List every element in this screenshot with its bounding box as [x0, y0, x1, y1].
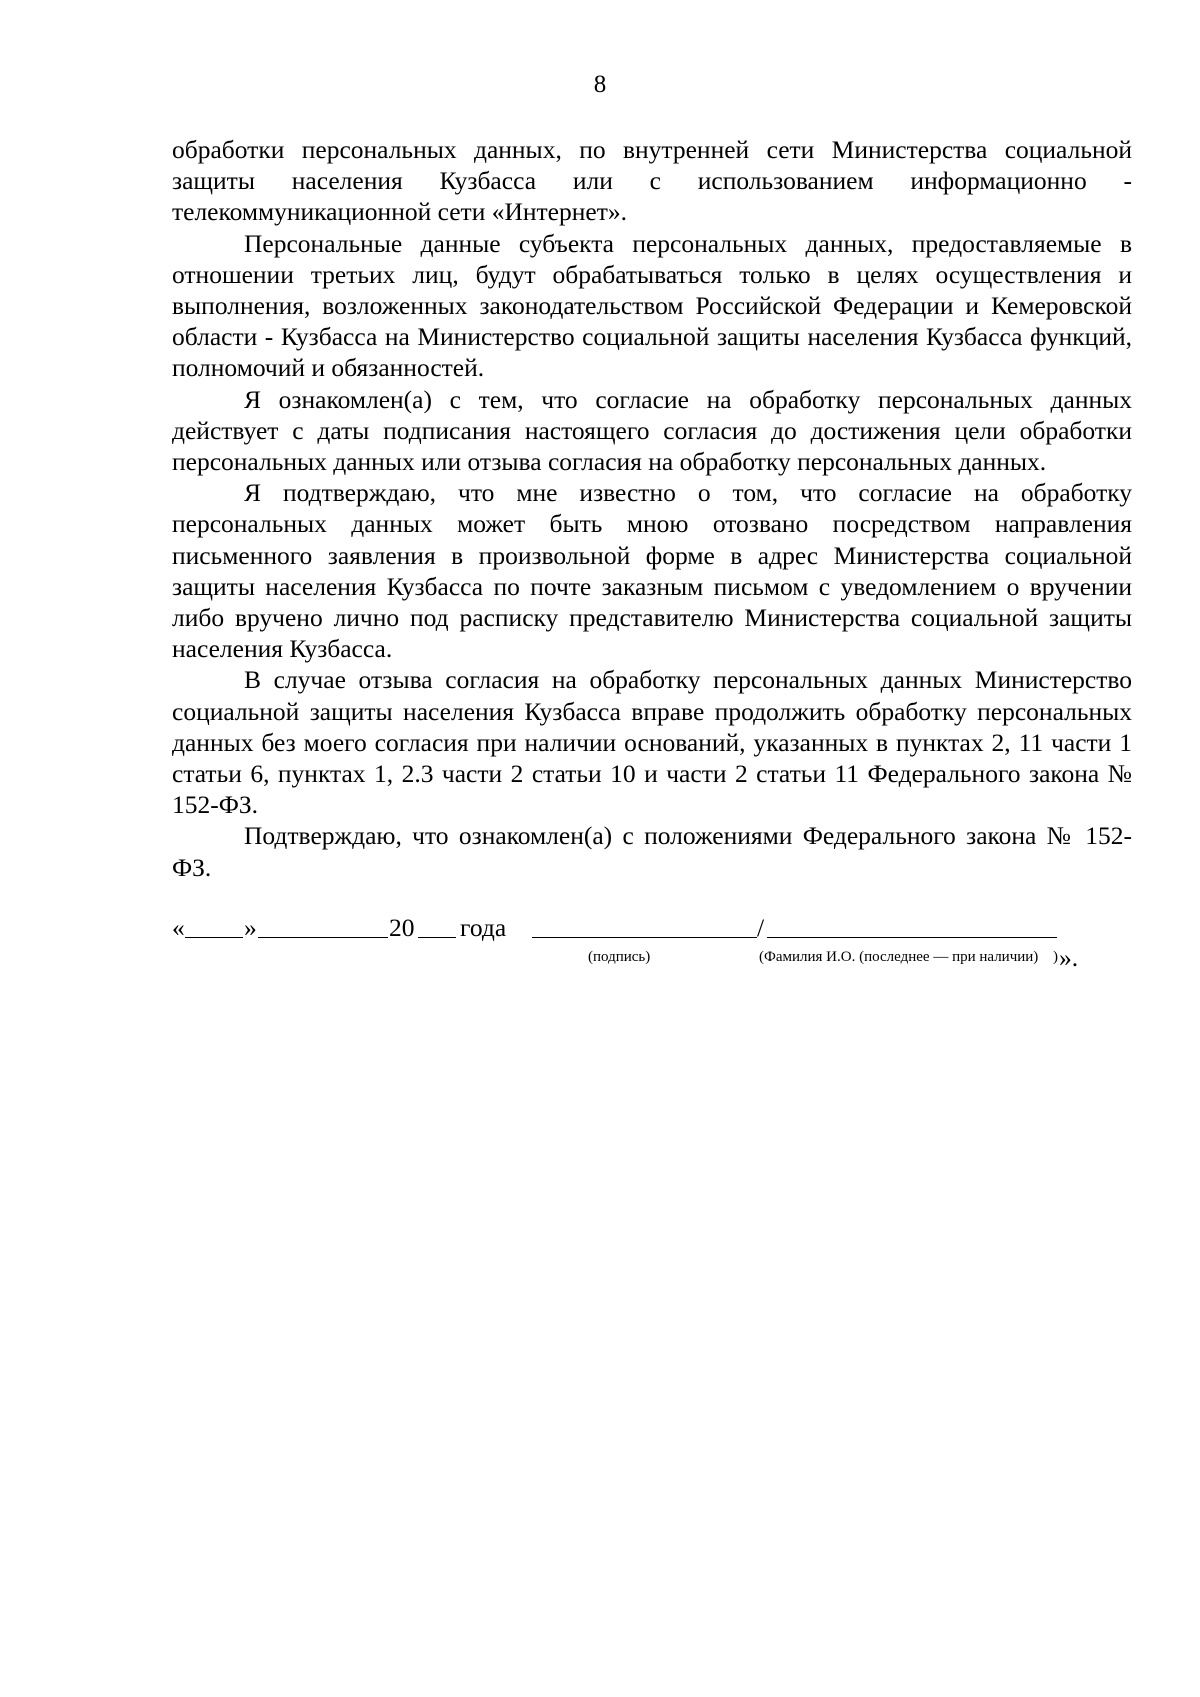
paragraph: Я подтверждаю, что мне известно о том, что согласие на обработку персональных данных может быть мною отозвано посредством направления письменного заявления в произвольной форме в адрес Министерства социальной защиты населения Кузбасса по почте заказным письмом с уведомлением о вручении либо вручено лично под расписку представителю Министерства социальной защиты населения Кузбасса. [172, 478, 1132, 664]
paragraph: Я ознакомлен(а) с тем, что согласие на обработку персональных данных действует с даты подписания настоящего согласия до достижения цели обработки персональных данных или отзыва согласия на обработку персональных данных. [172, 384, 1132, 477]
page-number: 8 [593, 71, 607, 98]
signature-block [172, 913, 1132, 973]
paragraph: обработки персональных данных, по внутренней сети Министерства социальной защиты населения Кузбасса или с использованием информационно - телекоммуникационной сети «Интернет». [172, 135, 1132, 227]
year-word: года [460, 913, 507, 942]
close-quote: » [244, 913, 257, 942]
day-blank [185, 913, 243, 945]
closing-mark: ». [1059, 943, 1079, 972]
signature-blank [532, 913, 757, 945]
open-quote: « [172, 913, 185, 942]
paragraph: В случае отзыва согласия на обработку персональных данных Министерство социальной защиты населения Кузбасса вправе продолжить обработку персональных данных без моего согласия при наличии оснований, указанных в пунктах 2, 11 части 1 статьи 6, пунктах 1, 2.3 части 2 статьи 10 и части 2 статьи 11 Федерального закона № 152-ФЗ. [172, 665, 1132, 820]
name-caption-close: ) [1053, 949, 1058, 965]
document-body [172, 134, 1132, 883]
paragraph: Персональные данные субъекта персональных данных, предоставляемые в отношении третьих лиц, будут обрабатываться только в целях осуществления и выполнения, возложенных законодательством Российской Федерации и Кемеровской области - Кузбасса на Министерство социальной защиты населения Кузбасса функций, полномочий и обязанностей. [172, 228, 1132, 383]
month-blank [258, 913, 388, 945]
signature-caption: (подпись) [588, 949, 651, 965]
year-blank [418, 913, 456, 945]
name-caption: (Фамилия И.О. (последнее — при наличии) [759, 949, 1039, 965]
year-prefix: 20 [389, 913, 415, 942]
name-blank [767, 913, 1057, 945]
paragraph: Подтверждаю, что ознакомлен(а) с положениями Федерального закона № 152-ФЗ. [172, 821, 1132, 882]
separator: / [757, 913, 765, 942]
